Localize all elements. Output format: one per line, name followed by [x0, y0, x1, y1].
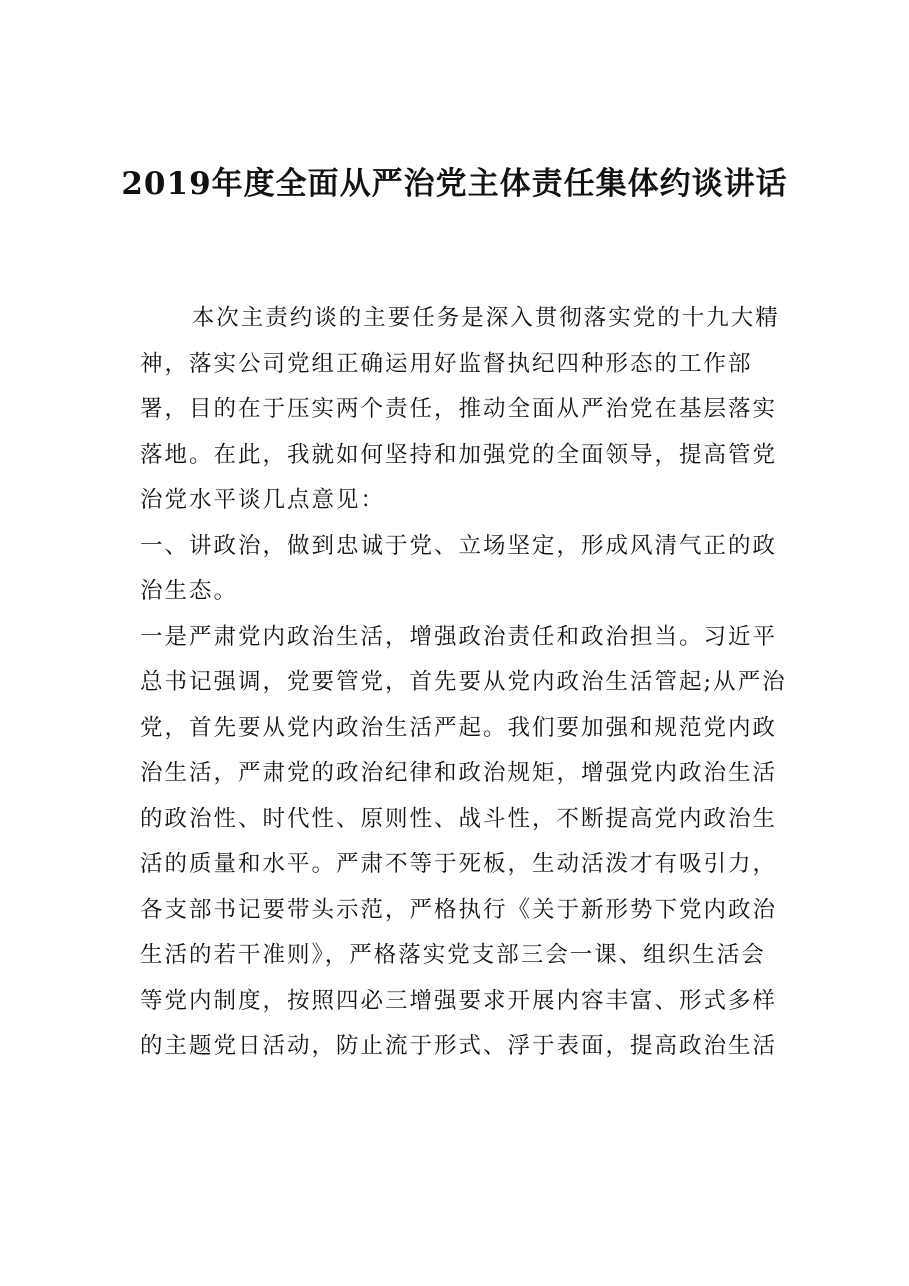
document-title: 2019年度全面从严治党主体责任集体约谈讲话	[121, 166, 788, 202]
paragraph-intro: 本次主责约谈的主要任务是深入贯彻落实党的十九大精神，落实公司党组正确运用好监督执纪四种形态的工作部署，目的在于压实两个责任，推动全面从严治党在基层落实落地。在此，我就如何坚持和加强党的全面领导，提高管党治党水平谈几点意见：	[140, 305, 780, 513]
paragraph-point-one: 一是严肃党内政治生活，增强政治责任和政治担当。习近平总书记强调，党要管党，首先要从党内政治生活管起;从严治党，首先要从党内政治生活严起。我们要加强和规范党内政治生活，严肃党的政治纪律和政治规矩，增强党内政治生活的政治性、时代性、原则性、战斗性，不断提高党内政治生活的质量和水平。严肃不等于死板，生动活泼才有吸引力，各支部书记要带头示范，严格执行《关于新形势下党内政治生活的若干准则》，严格落实党支部三会一课、组织生活会等党内制度，按照四必三增强要求开展内容丰富、形式多样的主题党日活动，防止流于形式、浮于表面，提高政治生活	[140, 623, 787, 1059]
document-body	[140, 296, 790, 1070]
paragraph-section-heading: 一、讲政治，做到忠诚于党、立场坚定，形成风清气正的政治生态。	[140, 532, 778, 604]
